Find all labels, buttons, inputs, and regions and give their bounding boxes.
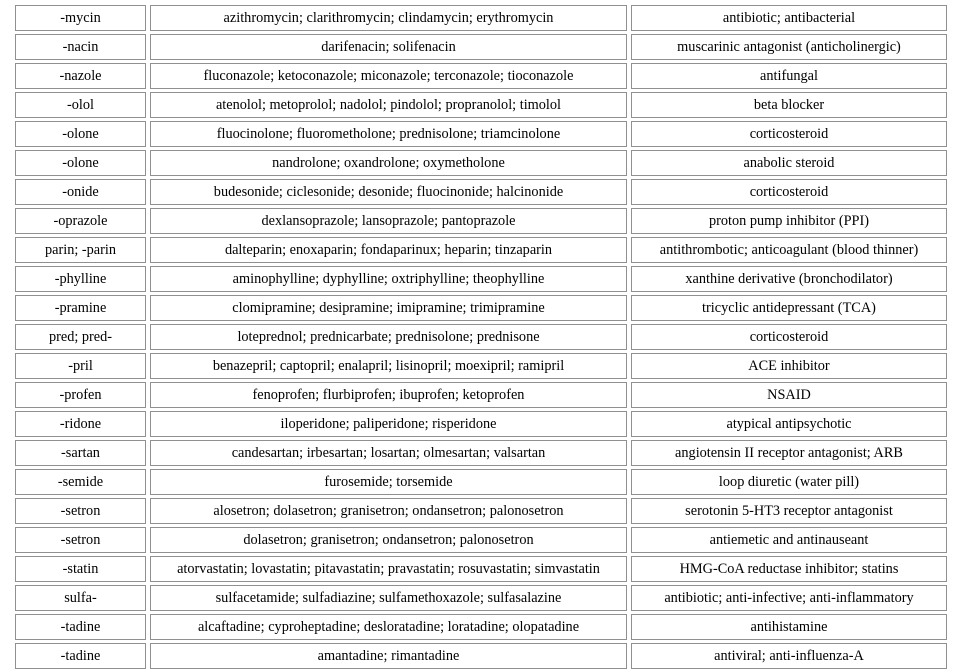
drug-class-cell: corticosteroid — [631, 179, 947, 205]
examples-cell: aminophylline; dyphylline; oxtriphylline; theophylline — [150, 266, 627, 292]
examples-cell: candesartan; irbesartan; losartan; olmesartan; valsartan — [150, 440, 627, 466]
examples-cell: clomipramine; desipramine; imipramine; trimipramine — [150, 295, 627, 321]
table-row — [15, 498, 947, 524]
drug-class-cell: xanthine derivative (bronchodilator) — [631, 266, 947, 292]
drug-class-cell: tricyclic antidepressant (TCA) — [631, 295, 947, 321]
table-row — [15, 150, 947, 176]
stem-cell: -onide — [15, 179, 146, 205]
examples-cell: dolasetron; granisetron; ondansetron; palonosetron — [150, 527, 627, 553]
examples-cell: dexlansoprazole; lansoprazole; pantoprazole — [150, 208, 627, 234]
table-row — [15, 411, 947, 437]
drug-class-cell: anabolic steroid — [631, 150, 947, 176]
stem-cell: pred; pred- — [15, 324, 146, 350]
stem-cell: -olone — [15, 150, 146, 176]
examples-cell: alosetron; dolasetron; granisetron; ondansetron; palonosetron — [150, 498, 627, 524]
stem-cell: -semide — [15, 469, 146, 495]
examples-cell: fenoprofen; flurbiprofen; ibuprofen; ketoprofen — [150, 382, 627, 408]
stem-cell: -pril — [15, 353, 146, 379]
table-row — [15, 469, 947, 495]
drug-class-cell: atypical antipsychotic — [631, 411, 947, 437]
stem-cell: -nacin — [15, 34, 146, 60]
stem-cell: -olol — [15, 92, 146, 118]
stem-cell: -tadine — [15, 614, 146, 640]
examples-cell: atenolol; metoprolol; nadolol; pindolol; propranolol; timolol — [150, 92, 627, 118]
examples-cell: dalteparin; enoxaparin; fondaparinux; heparin; tinzaparin — [150, 237, 627, 263]
drug-class-cell: antiviral; anti-influenza-A — [631, 643, 947, 669]
stem-cell: -tadine — [15, 643, 146, 669]
examples-cell: furosemide; torsemide — [150, 469, 627, 495]
stem-cell: -oprazole — [15, 208, 146, 234]
table-row — [15, 121, 947, 147]
table-row — [15, 34, 947, 60]
drug-class-cell: corticosteroid — [631, 121, 947, 147]
drug-stem-table — [11, 2, 951, 672]
table-row — [15, 266, 947, 292]
examples-cell: budesonide; ciclesonide; desonide; fluocinonide; halcinonide — [150, 179, 627, 205]
table-row — [15, 237, 947, 263]
table-row — [15, 92, 947, 118]
table-row — [15, 527, 947, 553]
table-row — [15, 353, 947, 379]
stem-cell: -olone — [15, 121, 146, 147]
table-row — [15, 179, 947, 205]
stem-cell: -statin — [15, 556, 146, 582]
stem-cell: parin; -parin — [15, 237, 146, 263]
table-row — [15, 556, 947, 582]
stem-cell: -pramine — [15, 295, 146, 321]
table-row — [15, 5, 947, 31]
examples-cell: darifenacin; solifenacin — [150, 34, 627, 60]
examples-cell: benazepril; captopril; enalapril; lisinopril; moexipril; ramipril — [150, 353, 627, 379]
drug-class-cell: corticosteroid — [631, 324, 947, 350]
table-row — [15, 440, 947, 466]
table-row — [15, 614, 947, 640]
table-row — [15, 63, 947, 89]
stem-cell: -mycin — [15, 5, 146, 31]
stem-cell: -profen — [15, 382, 146, 408]
examples-cell: atorvastatin; lovastatin; pitavastatin; pravastatin; rosuvastatin; simvastatin — [150, 556, 627, 582]
drug-class-cell: antithrombotic; anticoagulant (blood thinner) — [631, 237, 947, 263]
examples-cell: nandrolone; oxandrolone; oxymetholone — [150, 150, 627, 176]
stem-cell: -ridone — [15, 411, 146, 437]
table-row — [15, 382, 947, 408]
drug-class-cell: beta blocker — [631, 92, 947, 118]
table-row — [15, 643, 947, 669]
examples-cell: fluocinolone; fluorometholone; prednisolone; triamcinolone — [150, 121, 627, 147]
stem-cell: sulfa- — [15, 585, 146, 611]
drug-class-cell: muscarinic antagonist (anticholinergic) — [631, 34, 947, 60]
stem-cell: -phylline — [15, 266, 146, 292]
examples-cell: sulfacetamide; sulfadiazine; sulfamethoxazole; sulfasalazine — [150, 585, 627, 611]
drug-class-cell: antifungal — [631, 63, 947, 89]
drug-class-cell: loop diuretic (water pill) — [631, 469, 947, 495]
examples-cell: amantadine; rimantadine — [150, 643, 627, 669]
drug-class-cell: ACE inhibitor — [631, 353, 947, 379]
drug-stem-table-body — [15, 5, 947, 669]
stem-cell: -nazole — [15, 63, 146, 89]
drug-class-cell: serotonin 5-HT3 receptor antagonist — [631, 498, 947, 524]
examples-cell: azithromycin; clarithromycin; clindamycin; erythromycin — [150, 5, 627, 31]
table-row — [15, 324, 947, 350]
examples-cell: alcaftadine; cyproheptadine; desloratadine; loratadine; olopatadine — [150, 614, 627, 640]
drug-class-cell: antihistamine — [631, 614, 947, 640]
examples-cell: fluconazole; ketoconazole; miconazole; terconazole; tioconazole — [150, 63, 627, 89]
stem-cell: -setron — [15, 527, 146, 553]
drug-class-cell: proton pump inhibitor (PPI) — [631, 208, 947, 234]
drug-class-cell: angiotensin II receptor antagonist; ARB — [631, 440, 947, 466]
examples-cell: loteprednol; prednicarbate; prednisolone; prednisone — [150, 324, 627, 350]
table-row — [15, 585, 947, 611]
stem-cell: -setron — [15, 498, 146, 524]
table-row — [15, 295, 947, 321]
drug-class-cell: antiemetic and antinauseant — [631, 527, 947, 553]
stem-cell: -sartan — [15, 440, 146, 466]
drug-class-cell: antibiotic; anti-infective; anti-inflammatory — [631, 585, 947, 611]
examples-cell: iloperidone; paliperidone; risperidone — [150, 411, 627, 437]
table-row — [15, 208, 947, 234]
drug-class-cell: NSAID — [631, 382, 947, 408]
drug-class-cell: antibiotic; antibacterial — [631, 5, 947, 31]
drug-class-cell: HMG-CoA reductase inhibitor; statins — [631, 556, 947, 582]
